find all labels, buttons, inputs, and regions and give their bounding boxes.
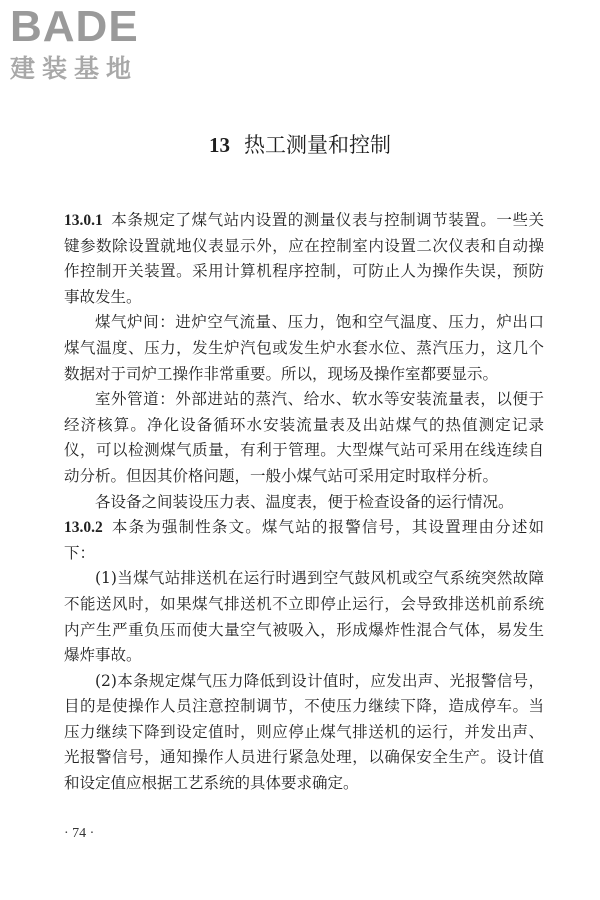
- paragraph-clause-13-0-1: [64, 208, 544, 310]
- logo-wordmark: BADE: [10, 2, 139, 51]
- paragraph-text: 本条为强制性条文。煤气站的报警信号，其设置理由分述如下：: [64, 518, 544, 562]
- body-text: [64, 208, 544, 797]
- clause-number: 13.0.2: [64, 519, 103, 537]
- chapter-title-text: 热工测量和控制: [244, 133, 391, 157]
- paragraph: (2)本条规定煤气压力降低到设计值时，应发出声、光报警信号，目的是使操作人员注意控制调节，不使压力继续下降，造成停车。当压力继续下降到设定值时，则应停止煤气排送机的运行，并发出声、光报警信号，通知操作人员进行紧急处理，以确保安全生产。设计值和设定值应根据工艺系统的具体要求确定。: [64, 671, 544, 793]
- paragraph-clause-13-0-2: [64, 515, 544, 566]
- paragraph: 各设备之间装设压力表、温度表，便于检查设备的运行情况。: [95, 492, 514, 511]
- bade-logo: [10, 4, 185, 90]
- paragraph: 室外管道：外部进站的蒸汽、给水、软水等安装流量表，以便于经济核算。净化设备循环水安装流量表及出站煤气的热值测定记录仪，可以检测煤气质量，有利于管理。大型煤气站可采用在线连续自动分析。但因其价格问题，一般小煤气站可采用定时取样分析。: [64, 390, 544, 485]
- chapter-title: [0, 130, 600, 160]
- page-number: · 74 ·: [64, 826, 95, 841]
- logo-subtitle: 建装基地: [10, 54, 139, 83]
- paragraph-text: 本条规定了煤气站内设置的测量仪表与控制调节装置。一些关键参数除设置就地仪表显示外，应在控制室内设置二次仪表和自动操作控制开关装置。采用计算机程序控制，可防止人为操作失误，预防事故发生。: [64, 211, 544, 306]
- clause-number: 13.0.1: [64, 212, 103, 229]
- chapter-number: 13: [209, 133, 230, 157]
- paragraph: 煤气炉间：进炉空气流量、压力，饱和空气温度、压力，炉出口煤气温度、压力，发生炉汽包或发生炉水套水位、蒸汽压力，这几个数据对于司炉工操作非常重要。所以，现场及操作室都要显示。: [64, 313, 544, 383]
- paragraph: (1)当煤气站排送机在运行时遇到空气鼓风机或空气系统突然故障不能送风时，如果煤气排送机不立即停止运行，会导致排送机前系统内产生严重负压而使大量空气被吸入，形成爆炸性混合气体，易发生爆炸事故。: [64, 569, 544, 665]
